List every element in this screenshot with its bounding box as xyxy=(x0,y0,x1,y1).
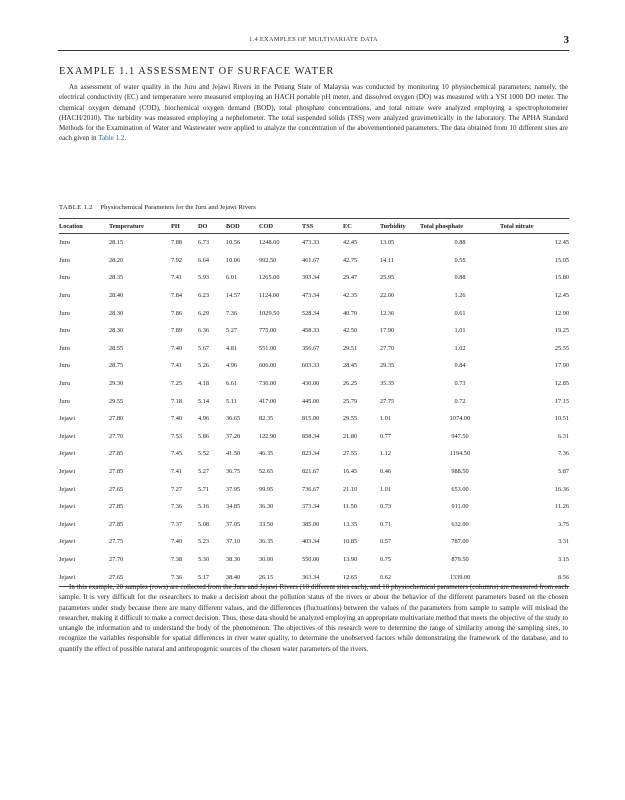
cell-tss: 473.34 xyxy=(302,292,320,300)
cell-temperature: 27.65 xyxy=(109,568,171,586)
cell-tss: 373.34 xyxy=(302,503,320,511)
table-header-row xyxy=(59,219,569,234)
cell-cod: 992.50 xyxy=(259,256,277,264)
cell-cod: 606.00 xyxy=(259,362,277,370)
cell-do: 5.30 xyxy=(198,555,210,563)
cell-ec: 13.90 xyxy=(343,555,358,563)
cell-location: Juru xyxy=(59,256,70,264)
cell-location: Juru xyxy=(59,397,70,405)
table-row xyxy=(59,322,569,340)
cell-bod: 38.40 xyxy=(226,568,259,586)
table-caption-text: Physiochemical Parameters for the Juru and Jejawi Rivers xyxy=(100,204,256,211)
cell-cod: 1265.00 xyxy=(259,274,280,282)
cell-bod: 4.96 xyxy=(226,362,238,370)
cell-total-phosphate: 0.73 xyxy=(454,380,466,388)
cell-temperature: 27.70 xyxy=(109,432,124,440)
cell-ph: 7.84 xyxy=(171,292,183,300)
table-label: TABLE 1.2 xyxy=(59,204,93,211)
cell-ph: 7.88 xyxy=(171,239,183,247)
cell-ph: 7.27 xyxy=(171,485,183,493)
cell-total-phosphate: 0.88 xyxy=(454,239,466,247)
cell-tss: 821.67 xyxy=(302,468,320,476)
cell-cod: 33.50 xyxy=(259,520,274,528)
cell-cod: 30.00 xyxy=(259,555,274,563)
cell-turbidity: 25.95 xyxy=(380,274,395,282)
cell-ph: 7.38 xyxy=(171,555,183,563)
table-row xyxy=(59,304,569,322)
cell-cod: 775.00 xyxy=(259,327,277,335)
intro-paragraph xyxy=(59,82,568,144)
cell-total-nitrate: 3.31 xyxy=(557,538,569,546)
cell-total-phosphate: 787.00 xyxy=(451,538,469,546)
cell-do: 5.93 xyxy=(198,274,210,282)
cell-location: Jejawi xyxy=(59,468,76,476)
cell-total-phosphate: 1.01 xyxy=(454,327,466,335)
cell-bod: 10.56 xyxy=(226,239,241,247)
cell-temperature: 27.85 xyxy=(109,520,124,528)
cell-total-phosphate: 911.00 xyxy=(451,503,469,511)
cell-total-nitrate: 11.26 xyxy=(555,503,569,511)
cell-ec: 40.70 xyxy=(343,309,358,317)
cell-bod: 37.10 xyxy=(226,538,241,546)
table-row xyxy=(59,480,569,498)
cell-ph: 7.86 xyxy=(171,309,183,317)
cell-tss: 393.34 xyxy=(302,274,320,282)
cell-total-phosphate: 0.72 xyxy=(454,397,466,405)
cell-location: Juru xyxy=(59,362,70,370)
cell-total-phosphate: 0.55 xyxy=(454,256,466,264)
table-row xyxy=(59,498,569,516)
cell-location: Jejawi xyxy=(59,568,109,586)
cell-turbidity: 0.62 xyxy=(380,568,420,586)
column-header-ec: EC xyxy=(343,219,380,234)
cell-ec: 10.85 xyxy=(343,538,358,546)
cell-turbidity: 13.05 xyxy=(380,239,395,247)
cell-bod: 38.30 xyxy=(226,555,241,563)
cell-cod: 417.00 xyxy=(259,397,277,405)
cell-ph: 7.40 xyxy=(171,415,183,423)
cell-tss: 385.00 xyxy=(302,520,320,528)
cell-temperature: 28.30 xyxy=(109,309,124,317)
cell-temperature: 28.75 xyxy=(109,362,124,370)
cell-turbidity: 22.00 xyxy=(380,292,395,300)
cell-ph: 7.40 xyxy=(171,538,183,546)
cell-total-phosphate: 1194.50 xyxy=(449,450,471,458)
cell-bod: 4.81 xyxy=(226,344,238,352)
cell-turbidity: 0.75 xyxy=(380,555,392,563)
cell-do: 5.71 xyxy=(198,485,210,493)
intro-text: An assessment of water quality in the Juru and Jejawi Rivers in the Penang State of Malaysia was conducted by monitoring 10 physiochemical parameters; namely, the electrical conductivity (EC) and temperature were measured employing an HACH portable pH meter, and dissolved oxygen (DO) was measured with a YSI 1000 DO meter. The chemical oxygen demand (COD), biochemical oxygen demand (BOD), total phosphate concentrations, and total nitrate were analyzed employing a spectrophotometer (HACH/2010). The turbidity was measured employing a nephelometer. The total suspended solids (TSS) were analyzed gravimetrically in the laboratory. The APHA Standard Methods for the Examination of Water and Wastewater were applied to analyze the concentration of the abovementioned parameters. The data obtained from 10 different sites are each given in xyxy=(59,83,568,143)
cell-location: Juru xyxy=(59,344,70,352)
cell-ec: 42.75 xyxy=(343,256,358,264)
cell-total-nitrate: 8.56 xyxy=(500,568,569,586)
cell-ec: 27.55 xyxy=(343,450,358,458)
cell-turbidity: 27.70 xyxy=(380,344,395,352)
cell-ph: 7.41 xyxy=(171,468,183,476)
column-header-turbidity: Turbidity xyxy=(380,219,420,234)
cell-total-phosphate: 1074.00 xyxy=(449,415,471,423)
cell-cod: 730.00 xyxy=(259,380,277,388)
cell-cod: 122.90 xyxy=(259,432,277,440)
table-row xyxy=(59,340,569,358)
cell-total-nitrate: 17.15 xyxy=(554,397,569,405)
column-header-tss: TSS xyxy=(302,219,343,234)
cell-ph: 7.25 xyxy=(171,380,183,388)
cell-ph: 7.41 xyxy=(171,362,183,370)
table-row xyxy=(59,392,569,410)
cell-total-phosphate: 1339.00 xyxy=(420,568,500,586)
cell-ec: 13.35 xyxy=(343,520,358,528)
cell-ph: 7.18 xyxy=(171,397,183,405)
table-body xyxy=(59,234,569,587)
cell-cod: 1248.00 xyxy=(259,239,280,247)
table-row xyxy=(59,445,569,463)
cell-location: Juru xyxy=(59,380,70,388)
cell-total-nitrate: 10.51 xyxy=(554,415,569,423)
cell-total-phosphate: 0.88 xyxy=(454,274,466,282)
running-header xyxy=(58,34,569,51)
cell-location: Jejawi xyxy=(59,503,76,511)
cell-bod: 37.20 xyxy=(226,432,241,440)
cell-ph: 7.45 xyxy=(171,450,183,458)
cell-tss: 403.34 xyxy=(302,538,320,546)
cell-temperature: 27.75 xyxy=(109,538,124,546)
column-header-temperature: Temperature xyxy=(109,219,171,234)
cell-location: Jejawi xyxy=(59,415,76,423)
cell-turbidity: 0.46 xyxy=(380,468,392,476)
cell-location: Juru xyxy=(59,327,70,335)
cell-ph: 7.36 xyxy=(171,568,198,586)
cell-temperature: 28.20 xyxy=(109,256,124,264)
cell-bod: 7.36 xyxy=(226,309,238,317)
table-row xyxy=(59,234,569,252)
cell-bod: 5.27 xyxy=(226,327,238,335)
cell-total-nitrate: 6.31 xyxy=(557,432,569,440)
cell-temperature: 27.85 xyxy=(109,450,124,458)
column-header-ph: PH xyxy=(171,219,198,234)
cell-location: Juru xyxy=(59,309,70,317)
cell-total-nitrate: 12.85 xyxy=(554,380,569,388)
cell-ec: 21.10 xyxy=(343,485,358,493)
cell-cod: 46.35 xyxy=(259,450,274,458)
cell-tss: 815.00 xyxy=(302,415,320,423)
cell-total-nitrate: 3.75 xyxy=(557,520,569,528)
cell-bod: 41.50 xyxy=(226,450,241,458)
cell-bod: 14.57 xyxy=(226,292,241,300)
cell-total-nitrate: 25.55 xyxy=(554,344,569,352)
cell-turbidity: 1.12 xyxy=(380,450,392,458)
cell-tss: 461.67 xyxy=(302,256,320,264)
cell-bod: 6.01 xyxy=(226,274,238,282)
cell-ec: 12.65 xyxy=(343,568,380,586)
cell-temperature: 27.65 xyxy=(109,485,124,493)
cell-ec: 11.50 xyxy=(343,503,357,511)
cell-turbidity: 0.77 xyxy=(380,432,392,440)
table-caption xyxy=(59,204,256,211)
cell-bod: 36.75 xyxy=(226,468,241,476)
column-header-bod: BOD xyxy=(226,219,259,234)
cell-turbidity: 12.36 xyxy=(380,309,395,317)
column-header-location: Location xyxy=(59,219,109,234)
cell-ec: 28.45 xyxy=(343,362,358,370)
table-row xyxy=(59,533,569,551)
cell-turbidity: 17.90 xyxy=(380,327,395,335)
cell-ph: 7.92 xyxy=(171,256,183,264)
cell-cod: 36.30 xyxy=(259,503,274,511)
cell-do: 6.73 xyxy=(198,239,210,247)
cell-do: 5.26 xyxy=(198,362,210,370)
cell-bod: 34.85 xyxy=(226,503,241,511)
cell-location: Juru xyxy=(59,292,70,300)
cell-do: 5.23 xyxy=(198,538,210,546)
column-header-do: DO xyxy=(198,219,226,234)
cell-tss: 528.34 xyxy=(302,309,320,317)
cell-temperature: 28.55 xyxy=(109,344,124,352)
cell-bod: 37.95 xyxy=(226,485,241,493)
cell-ph: 7.36 xyxy=(171,503,183,511)
cell-total-phosphate: 1.26 xyxy=(454,292,466,300)
cell-total-nitrate: 5.87 xyxy=(557,468,569,476)
cell-cod: 1029.50 xyxy=(259,309,280,317)
cell-tss: 445.00 xyxy=(302,397,320,405)
cell-turbidity: 1.01 xyxy=(380,415,392,423)
cell-temperature: 27.85 xyxy=(109,468,124,476)
cell-do: 5.67 xyxy=(198,344,210,352)
cell-total-phosphate: 0.61 xyxy=(454,309,466,317)
cell-do: 5.27 xyxy=(198,468,210,476)
page-number: 3 xyxy=(563,34,569,46)
cell-tss: 458.33 xyxy=(302,327,320,335)
cell-do: 5.17 xyxy=(198,568,226,586)
cell-temperature: 28.40 xyxy=(109,292,124,300)
cell-turbidity: 0.57 xyxy=(380,538,392,546)
cell-temperature: 28.30 xyxy=(109,327,124,335)
cell-total-nitrate: 3.15 xyxy=(557,555,569,563)
cell-do: 5.16 xyxy=(198,503,210,511)
cell-ph: 7.41 xyxy=(171,274,183,282)
cell-tss: 858.34 xyxy=(302,432,320,440)
column-header-total-nitrate: Total nitrate xyxy=(500,219,569,234)
intro-end: . xyxy=(124,134,127,143)
cell-cod: 99.95 xyxy=(259,485,274,493)
cell-temperature: 27.85 xyxy=(109,503,124,511)
table-row xyxy=(59,463,569,481)
cell-total-phosphate: 653.00 xyxy=(451,485,469,493)
cell-cod: 1124.00 xyxy=(259,292,280,300)
cell-tss: 550.00 xyxy=(302,555,320,563)
cell-tss: 363.34 xyxy=(302,568,343,586)
cell-ph: 7.37 xyxy=(171,520,183,528)
cell-turbidity: 0.73 xyxy=(380,503,392,511)
cell-ec: 42.45 xyxy=(343,239,358,247)
cell-do: 6.23 xyxy=(198,292,210,300)
cell-total-nitrate: 7.36 xyxy=(557,450,569,458)
cell-total-phosphate: 0.84 xyxy=(454,362,466,370)
cell-total-nitrate: 12.90 xyxy=(554,309,569,317)
cell-cod: 551.00 xyxy=(259,344,277,352)
cell-do: 4.18 xyxy=(198,380,210,388)
cell-cod: 82.35 xyxy=(259,415,274,423)
cell-ph: 7.89 xyxy=(171,327,183,335)
cell-cod: 26.15 xyxy=(259,568,302,586)
cell-do: 5.52 xyxy=(198,450,210,458)
table-row xyxy=(59,551,569,569)
cell-location: Jejawi xyxy=(59,555,76,563)
cell-ec: 42.50 xyxy=(343,327,358,335)
cell-temperature: 29.55 xyxy=(109,397,124,405)
cell-total-phosphate: 947.50 xyxy=(451,432,469,440)
cell-turbidity: 35.35 xyxy=(380,380,395,388)
cell-temperature: 27.70 xyxy=(109,555,124,563)
cell-ec: 16.45 xyxy=(343,468,358,476)
closing-paragraph: In this example, 20 samples (rows) are collected from the Juru and Jejawi Rivers (10 different sites each), and 10 physiochemical parameters (columns) are measured from each sample. It is very difficult for the researchers to make a decision about the pollution status of the rivers or about the behavior of the different parameters based on the chosen parameters under study because there are many different values, and the differences (fluctuations) between the values of the parameters from sample to sample will mislead the researcher, making it difficult to make a correct decision. Thus, these data should be analyzed employing an appropriate multivariate method that meets the objective of the study to untangle the information and to understand the body of the phenomenon. The objectives of this research were to determine the range of similarity among the sampling sites, to recognize the variables responsible for spatial differences in river water quality, to determine the unobserved factors while demonstrating the framework of the database, and to quantify the effect of possible natural and anthropogenic sources of the chosen water parameters of the rivers. xyxy=(59,583,568,653)
cell-do: 5.08 xyxy=(198,520,210,528)
cell-bod: 6.61 xyxy=(226,380,238,388)
cell-turbidity: 29.35 xyxy=(380,362,395,370)
cell-location: Jejawi xyxy=(59,450,76,458)
cell-location: Juru xyxy=(59,239,70,247)
table-row xyxy=(59,410,569,428)
table-row xyxy=(59,375,569,393)
table-reference-link[interactable]: Table 1.2 xyxy=(98,134,125,143)
cell-temperature: 27.80 xyxy=(109,415,124,423)
cell-do: 6.36 xyxy=(198,327,210,335)
cell-do: 6.64 xyxy=(198,256,210,264)
cell-total-nitrate: 15.80 xyxy=(554,274,569,282)
cell-bod: 37.05 xyxy=(226,520,241,528)
cell-total-nitrate: 19.25 xyxy=(554,327,569,335)
cell-bod: 10.06 xyxy=(226,256,241,264)
table-row xyxy=(59,428,569,446)
cell-total-nitrate: 12.45 xyxy=(554,239,569,247)
cell-ec: 29.51 xyxy=(343,344,358,352)
cell-ec: 29.55 xyxy=(343,415,358,423)
cell-bod: 5.11 xyxy=(226,397,237,405)
cell-cod: 52.65 xyxy=(259,468,274,476)
cell-turbidity: 1.01 xyxy=(380,485,392,493)
running-title: 1.4 EXAMPLES OF MULTIVARIATE DATA xyxy=(249,36,378,43)
cell-turbidity: 27.75 xyxy=(380,397,395,405)
cell-tss: 736.67 xyxy=(302,485,320,493)
cell-total-phosphate: 879.50 xyxy=(451,555,469,563)
cell-temperature: 28.35 xyxy=(109,274,124,282)
cell-ec: 26.25 xyxy=(343,380,358,388)
cell-total-phosphate: 1.02 xyxy=(454,344,466,352)
cell-total-nitrate: 15.05 xyxy=(554,256,569,264)
cell-do: 4.96 xyxy=(198,415,210,423)
cell-turbidity: 0.71 xyxy=(380,520,392,528)
cell-total-phosphate: 632.00 xyxy=(451,520,469,528)
cell-ph: 7.40 xyxy=(171,344,183,352)
column-header-cod: COD xyxy=(259,219,302,234)
cell-tss: 356.67 xyxy=(302,344,320,352)
cell-ec: 21.80 xyxy=(343,432,358,440)
cell-total-nitrate: 17.90 xyxy=(554,362,569,370)
cell-total-phosphate: 988.50 xyxy=(451,468,469,476)
cell-tss: 603.33 xyxy=(302,362,320,370)
cell-location: Jejawi xyxy=(59,485,76,493)
cell-do: 6.29 xyxy=(198,309,210,317)
cell-do: 5.86 xyxy=(198,432,210,440)
table-row xyxy=(59,269,569,287)
cell-bod: 36.65 xyxy=(226,415,241,423)
table-row xyxy=(59,516,569,534)
cell-tss: 430.00 xyxy=(302,380,320,388)
cell-tss: 823.34 xyxy=(302,450,320,458)
cell-ec: 25.79 xyxy=(343,397,358,405)
cell-total-nitrate: 16.36 xyxy=(554,485,569,493)
table-row xyxy=(59,252,569,270)
cell-location: Jejawi xyxy=(59,432,76,440)
example-heading: EXAMPLE 1.1 ASSESSMENT OF SURFACE WATER xyxy=(59,66,335,77)
cell-location: Jejawi xyxy=(59,520,76,528)
cell-tss: 473.33 xyxy=(302,239,320,247)
cell-ec: 42.35 xyxy=(343,292,358,300)
cell-location: Juru xyxy=(59,274,70,282)
cell-temperature: 29.30 xyxy=(109,380,124,388)
table-row xyxy=(59,287,569,305)
cell-ec: 29.47 xyxy=(343,274,358,282)
physiochemical-table xyxy=(59,218,569,587)
cell-do: 5.14 xyxy=(198,397,210,405)
cell-temperature: 28.15 xyxy=(109,239,124,247)
table-row xyxy=(59,357,569,375)
cell-ph: 7.53 xyxy=(171,432,183,440)
cell-turbidity: 14.11 xyxy=(380,256,394,264)
cell-total-nitrate: 12.45 xyxy=(554,292,569,300)
column-header-total-phosphate: Total phosphate xyxy=(420,219,500,234)
cell-cod: 36.35 xyxy=(259,538,274,546)
cell-location: Jejawi xyxy=(59,538,76,546)
